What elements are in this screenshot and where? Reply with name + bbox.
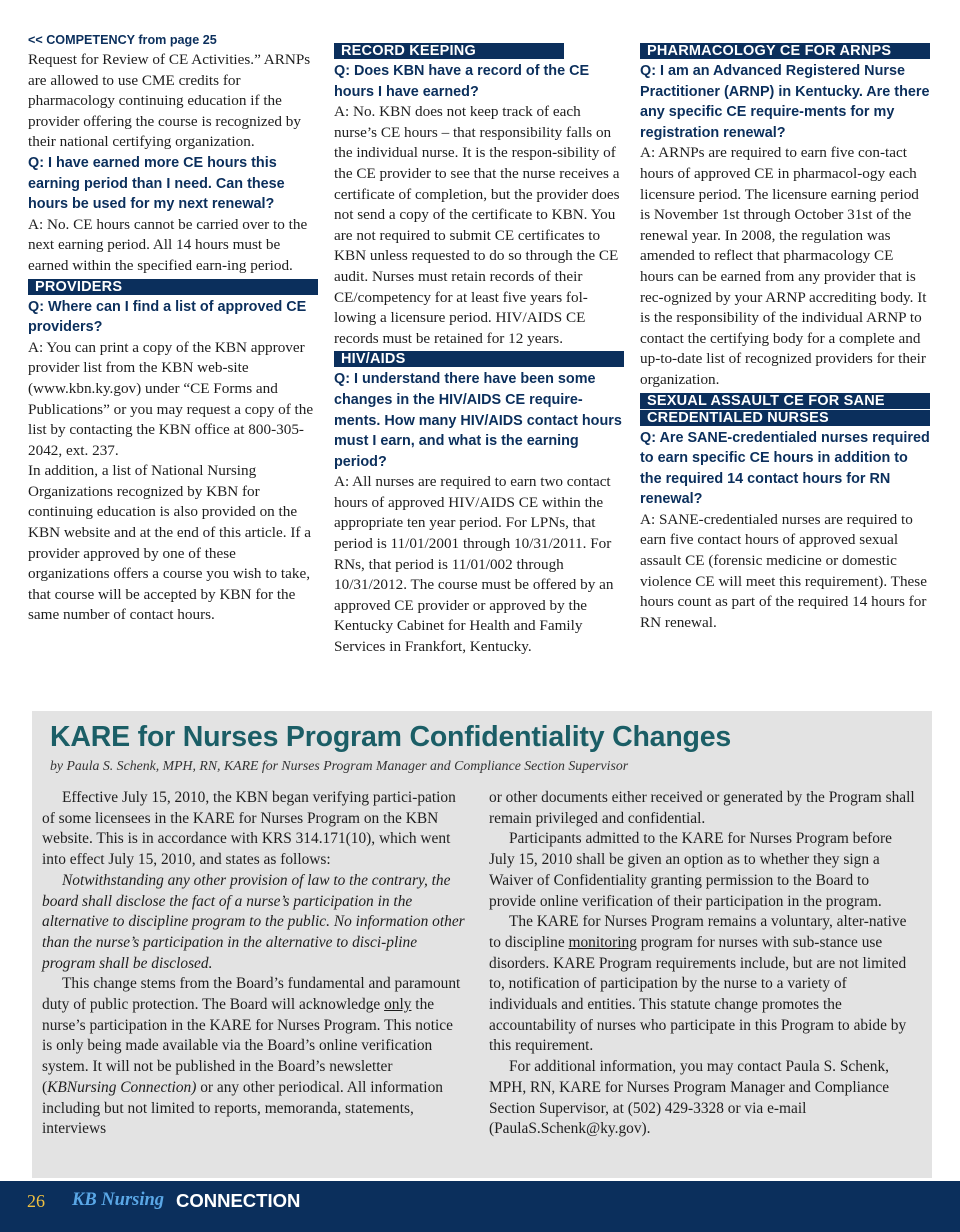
paragraph: Effective July 15, 2010, the KBN began verifying partici-pation of some licensees in the KARE for Nurses Program on the KBN website. This is in accordance with KRS 314.171(10), which went into effect July 15, 2010, and states as follows: (42, 789, 456, 869)
answer: A: No. KBN does not keep track of each nurse’s CE hours – that responsibility falls on the individual nurse. It is the respon-sibility of the CE provider to see that the nurse receives a certificate of completion, but the provider does not send a copy of the certificate to KBN. You are not required to submit CE certificates to KBN unless requested to do so through the CE audit. Nurses must retain records of their CE/competency for at least five years fol-lowing a licensure period. HIV/AIDS CE records must be retained for 12 years. (334, 103, 620, 347)
article-byline: by Paula S. Schenk, MPH, RN, KARE for Nurses Program Manager and Compliance Section Supervisor (50, 758, 629, 773)
paragraph (42, 974, 467, 1140)
text-span: This change stems from the Board’s fundamental and paramount duty of public protection. The Board will acknowledge (42, 975, 461, 1014)
paragraph: Participants admitted to the KARE for Nurses Program before July 15, 2010 shall be given an option as to whether they sign a Waiver of Confidentiality granting permission to the Board to provide online verification of their participation in the program. (489, 830, 892, 910)
article-column-2 (489, 788, 917, 1140)
text-span: the nurse’s participation in the KARE for Nurses Program. This notice is only being made available via the Board’s online verification system. It will not be published in the Board’s newsletter ( (42, 996, 453, 1096)
paragraph (489, 912, 917, 1057)
section-header-hiv-aids: HIV/AIDS (334, 351, 624, 367)
brand-name-italic: KB Nursing (72, 1190, 165, 1210)
paragraph: For additional information, you may contact Paula S. Schenk, MPH, RN, KARE for Nurses Program Manager and Compliance Section Supervisor, at (502) 429-3328 or via e-mail (PaulaS.Schenk@ky.gov). (489, 1058, 890, 1138)
answer: A: SANE-credentialed nurses are required to earn five contact hours of approved sexual assault CE (forensic medicine or domestic violence CE will meet this requirement). These hours count as part of the required 14 hours for RN renewal. (640, 510, 927, 631)
answer: A: No. CE hours cannot be carried over to the next earning period. All 14 hours must be earned within the specified earn-ing period. (28, 215, 308, 274)
italic-text: KBNursing Connection) (47, 1078, 197, 1096)
answer: A: All nurses are required to earn two contact hours of approved HIV/AIDS CE within the appropriate ten year period. For LPNs, that period is 11/01/2001 through 10/31/2011. For RNs, that period is 11/01/002 through 10/31/2012. The course must be offered by an approved CE provider or approved by the Kentucky Cabinet for Health and Family Services in Frankfort, Kentucky. (334, 473, 614, 656)
paragraph: or other documents either received or generated by the Program shall remain privileged and confidential. (489, 789, 915, 827)
underlined-text: only (384, 996, 412, 1014)
paragraph: Request for Review of CE Activities.” ARNPs are allowed to use CME credits for pharmacology continuing education if the provider offering the course is recognized by their national certifying organization. (28, 51, 311, 151)
qa-columns (0, 30, 960, 710)
brand-name-bold: CONNECTION (176, 1190, 301, 1211)
question: Q: Where can I find a list of approved CE providers? (28, 298, 307, 336)
text-span: The KARE for Nurses Program remains a voluntary, alter-native to discipline (489, 913, 907, 951)
statute-quote: Notwithstanding any other provision of law to the contrary, the board shall disclose the fact of a nurse’s participation in the alternative to discipline program to the public. No information other than the nurse’s participation in the alternative to disci-pline program shall be disclosed. (42, 871, 465, 972)
section-header-sane-nurses: CREDENTIALED NURSES (640, 410, 930, 426)
section-header-record-keeping: RECORD KEEPING (334, 43, 564, 59)
column-1 (28, 30, 318, 626)
section-header-sexual-assault: SEXUAL ASSAULT CE FOR SANE (640, 393, 930, 409)
question: Q: Does KBN have a record of the CE hours I have earned? (334, 63, 590, 100)
question: Q: Are SANE-credentialed nurses required to earn specific CE hours in addition to the required 14 contact hours for RN renewal? (640, 429, 930, 508)
column-3 (640, 30, 930, 633)
question: Q: I have earned more CE hours this earning period than I need. Can these hours be used for my next renewal? (28, 154, 285, 213)
section-header-providers: PROVIDERS (28, 279, 318, 295)
text-span: or any other periodical. All information including but not limited to reports, memoranda, statements, interviews (42, 1078, 443, 1138)
section-header-pharmacology: PHARMACOLOGY CE FOR ARNPS (640, 43, 930, 59)
answer: A: ARNPs are required to earn five con-tact hours of approved CE in pharmacol-ogy each licensure period. The licensure earning period is November 1st through October 31st of the renewal year. In 2008, the regulation was amended to reflect that pharmacology CE hours can be earned from any provider that is rec-ognized by your ARNP accrediting body. It is the responsibility of the individual ARNP to contact the certifying body for a complete and up-to-date list of recognized providers for their organization. (640, 144, 927, 388)
answer: A: You can print a copy of the KBN approver provider list from the KBN web-site (www.kbn.ky.gov) under “CE Forms and Publications” or you may request a copy of the list by contacting the KBN office at 800-305-2042, ext. 237. (28, 338, 314, 459)
paragraph: In addition, a list of National Nursing Organizations recognized by KBN for continuing education is also provided on the KBN website and at the end of this article. If a provider approved by one of these organizations offers a course you wish to take, that course will be accepted by KBN for the same number of contact hours. (28, 462, 311, 624)
continued-from-label: << COMPETENCY from page 25 (28, 33, 217, 47)
text-span: program for nurses with sub-stance use disorders. KARE Program requirements include, but are not limited to, notification of participation by the nurse to a variety of individuals and entities. This statute change promotes the accountability of nurses who participate in this Program to abide by this requirement. (489, 933, 907, 1055)
article-title: KARE for Nurses Program Confidentiality Changes (50, 721, 732, 753)
page-number: 26 (27, 1191, 45, 1211)
underlined-text: monitoring (568, 933, 637, 951)
column-2 (334, 30, 624, 658)
question: Q: I understand there have been some changes in the HIV/AIDS CE require-ments. How many HIV/AIDS contact hours must I earn, and what is the earning period? (334, 371, 622, 470)
article-column-1 (42, 788, 467, 1140)
question: Q: I am an Advanced Registered Nurse Practitioner (ARNP) in Kentucky. Are there any specific CE require-ments for my registration renewal? (640, 63, 930, 141)
